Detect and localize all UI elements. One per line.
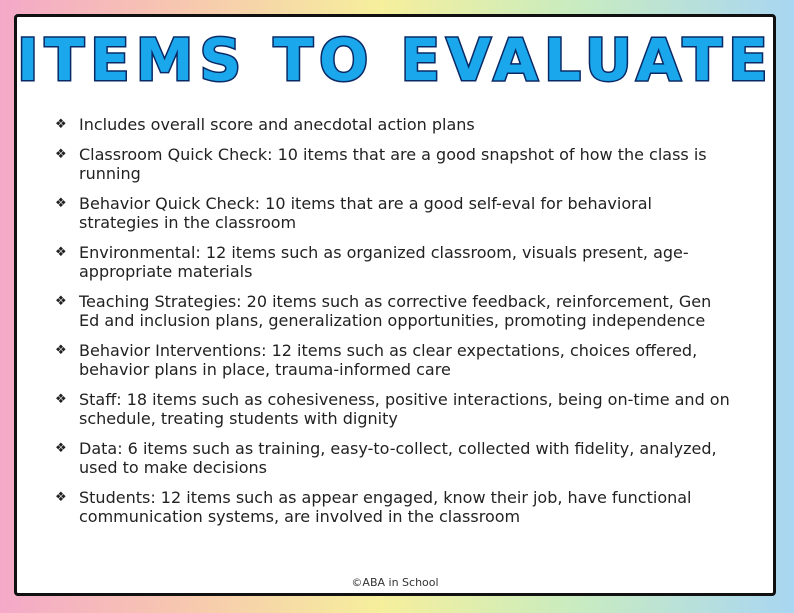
list-item [55,145,735,183]
diamond-bullet-icon: ❖ [55,392,67,407]
list-item-text: Staff: 18 items such as cohesiveness, positive interactions, being on-time and on schedule, treating students with dignity [79,390,730,428]
diamond-bullet-icon: ❖ [55,490,67,505]
list-item [55,341,735,379]
diamond-bullet-icon: ❖ [55,294,67,309]
list-item [55,194,735,232]
list-item-text: Includes overall score and anecdotal action plans [79,115,475,134]
list-item-text: Data: 6 items such as training, easy-to-collect, collected with fidelity, analyzed, used to make decisions [79,439,717,477]
list-item-text: Classroom Quick Check: 10 items that are a good snapshot of how the class is running [79,145,707,183]
list-item-text: Environmental: 12 items such as organized classroom, visuals present, age-appropriate materials [79,243,689,281]
diamond-bullet-icon: ❖ [55,147,67,162]
diamond-bullet-icon: ❖ [55,343,67,358]
list-item-text: Teaching Strategies: 20 items such as corrective feedback, reinforcement, Gen Ed and inclusion plans, generalization opportunities, promoting independence [79,292,712,330]
content-card [14,14,776,596]
list-item [55,243,735,281]
diamond-bullet-icon: ❖ [55,196,67,211]
copyright-footer: ©ABA in School [351,576,439,589]
list-item [55,115,735,134]
list-item [55,439,735,477]
list-item [55,390,735,428]
diamond-bullet-icon: ❖ [55,117,67,132]
diamond-bullet-icon: ❖ [55,245,67,260]
items-list [55,115,735,537]
diamond-bullet-icon: ❖ [55,441,67,456]
list-item [55,292,735,330]
list-item [55,488,735,526]
list-item-text: Students: 12 items such as appear engaged, know their job, have functional communication systems, are involved in the classroom [79,488,692,526]
list-item-text: Behavior Quick Check: 10 items that are a good self-eval for behavioral strategies in the classroom [79,194,652,232]
list-item-text: Behavior Interventions: 12 items such as clear expectations, choices offered, behavior plans in place, trauma-informed care [79,341,698,379]
page-title: ITEMS TO EVALUATE [17,26,774,94]
